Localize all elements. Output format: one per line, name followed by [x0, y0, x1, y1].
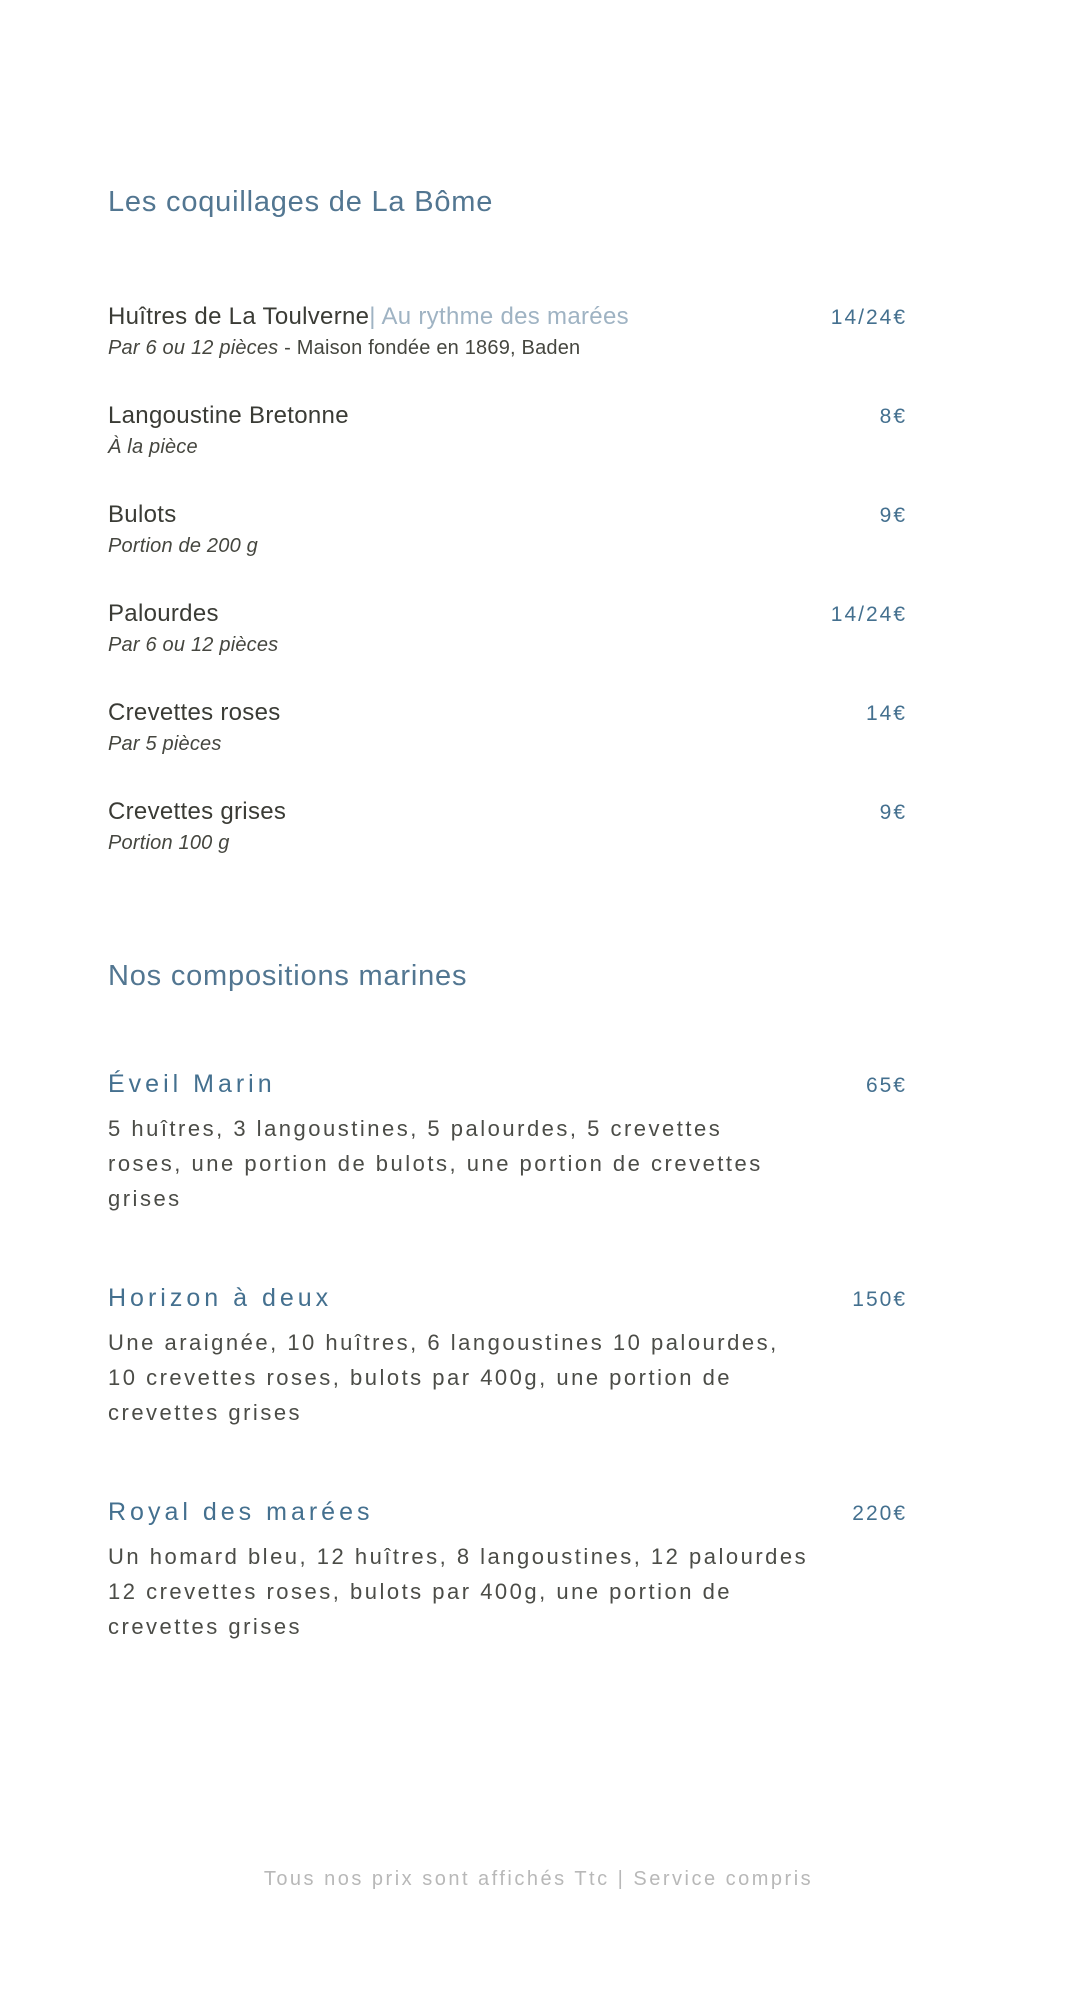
item-row	[108, 1070, 907, 1099]
description-line: grises	[108, 1186, 182, 1211]
item-row	[108, 501, 907, 529]
item-subtitle: Par 5 pièces	[108, 733, 222, 755]
item-row	[108, 402, 907, 430]
item-name	[108, 303, 629, 331]
description-line: 5 huîtres, 3 langoustines, 5 palourdes, 5 crevettes	[108, 1116, 723, 1141]
description-line: Une araignée, 10 huîtres, 6 langoustines 10 palourdes,	[108, 1330, 779, 1355]
menu-item-huitres	[108, 303, 907, 360]
item-name-main: Huîtres de La Toulverne	[108, 303, 370, 330]
item-name: Langoustine Bretonne	[108, 402, 349, 429]
description-line: crevettes grises	[108, 1400, 303, 1425]
item-subtitle: Portion 100 g	[108, 832, 230, 854]
description-line: 10 crevettes roses, bulots par 400g, une portion de	[108, 1365, 733, 1390]
item-price: 8€	[879, 405, 907, 428]
item-subtitle-italic: Par 6 ou 12 pièces	[108, 337, 279, 359]
description-line: 12 crevettes roses, bulots par 400g, une portion de	[108, 1579, 733, 1604]
section-title-compositions: Nos compositions marines	[108, 960, 468, 992]
item-subtitle-regular: - Maison fondée en 1869, Baden	[278, 337, 581, 359]
composition-eveil-marin	[108, 1070, 907, 1216]
menu-item-langoustine	[108, 402, 907, 459]
composition-name: Royal des marées	[108, 1498, 374, 1526]
item-row	[108, 1498, 907, 1527]
composition-price: 150€	[852, 1288, 907, 1311]
description-line: roses, une portion de bulots, une portion de crevettes	[108, 1151, 763, 1176]
composition-price: 65€	[865, 1074, 907, 1097]
composition-name: Éveil Marin	[108, 1070, 276, 1098]
item-price: 9€	[879, 504, 907, 527]
item-subtitle: Portion de 200 g	[108, 535, 258, 557]
composition-name: Horizon à deux	[108, 1284, 333, 1312]
item-subtitle: Par 6 ou 12 pièces	[108, 634, 279, 656]
menu-item-palourdes	[108, 600, 907, 657]
item-row	[108, 600, 907, 628]
pricing-notice: Tous nos prix sont affichés Ttc | Service compris	[263, 1868, 814, 1890]
composition-description	[108, 1325, 907, 1430]
composition-price: 220€	[852, 1502, 907, 1525]
menu-item-crevettes-grises	[108, 798, 907, 855]
item-name-suffix: | Au rythme des marées	[369, 303, 629, 330]
item-price: 14€	[865, 702, 907, 725]
description-line: Un homard bleu, 12 huîtres, 8 langoustines, 12 palourdes	[108, 1544, 809, 1569]
item-name: Crevettes grises	[108, 798, 287, 825]
item-subtitle	[108, 337, 907, 360]
item-name: Palourdes	[108, 600, 219, 627]
composition-description	[108, 1111, 907, 1216]
section-title-coquillages: Les coquillages de La Bôme	[108, 186, 494, 218]
item-subtitle: À la pièce	[108, 436, 198, 458]
item-price: 14/24€	[830, 603, 907, 626]
composition-royal-des-marees	[108, 1498, 907, 1644]
item-row	[108, 699, 907, 727]
item-row	[108, 1284, 907, 1313]
composition-horizon-a-deux	[108, 1284, 907, 1430]
item-row	[108, 798, 907, 826]
item-name: Crevettes roses	[108, 699, 281, 726]
item-price: 14/24€	[830, 306, 907, 329]
item-name: Bulots	[108, 501, 177, 528]
composition-description	[108, 1539, 907, 1644]
menu-item-crevettes-roses	[108, 699, 907, 756]
item-price: 9€	[879, 801, 907, 824]
description-line: crevettes grises	[108, 1614, 303, 1639]
menu-item-bulots	[108, 501, 907, 558]
item-row	[108, 303, 907, 331]
